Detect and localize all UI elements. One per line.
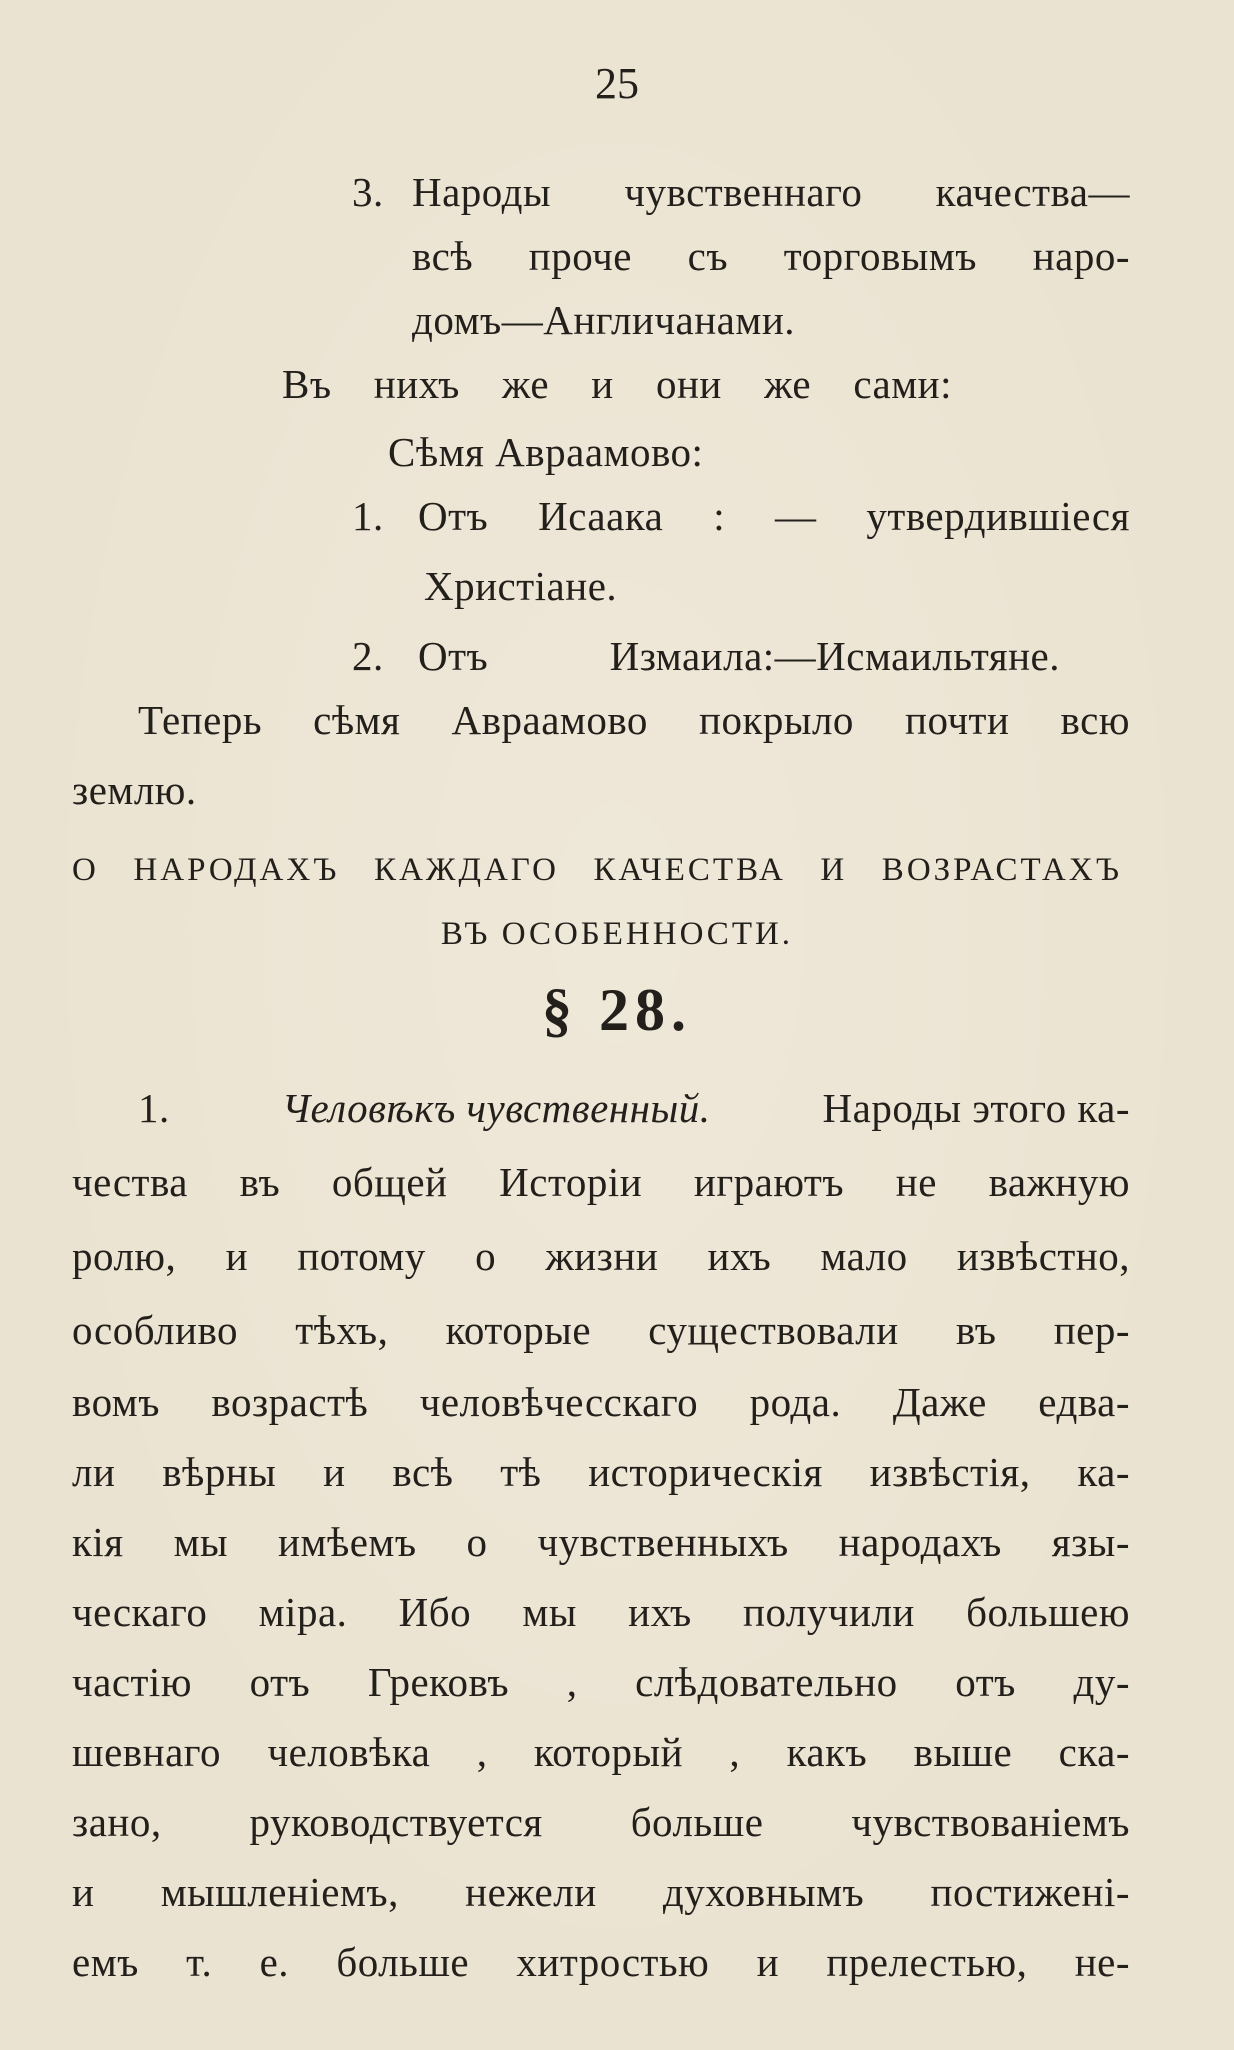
paragraph-line: и мышленіемъ, нежели духовнымъ постиженi-	[72, 1869, 1130, 1915]
paragraph-line: вомъ возрастѣ человѣчесскаго рода. Даже едва-	[72, 1379, 1130, 1425]
paragraph-line: кія мы имѣемъ о чувственныхъ народахъ язы-	[72, 1519, 1130, 1565]
list-item-3-line-1: Народы чувственнаго качества—	[412, 169, 1130, 215]
paragraph-line: частію отъ Грековъ , слѣдовательно отъ ду-	[72, 1659, 1130, 1705]
paragraph-line: шевнаго человѣка , который , какъ выше ска-	[72, 1729, 1130, 1775]
list-item-3-number: 3.	[352, 169, 384, 215]
paragraph-line: зано, руководствуется больше чувствованіемъ	[72, 1799, 1130, 1845]
paragraph-number: 1.	[138, 1085, 170, 1131]
seed-title: Сѣмя Авраамово:	[388, 429, 704, 475]
paragraph-line: ли вѣрны и всѣ тѣ историческія извѣстія, ка-	[72, 1449, 1130, 1495]
paragraph-line: ролю, и потому о жизни ихъ мало извѣстно,	[72, 1233, 1130, 1279]
page-number: 25	[595, 59, 639, 108]
list-intro: Въ нихъ же и они же сами:	[282, 361, 952, 407]
sub-item-2-line-1: Отъ Измаила:—Исмаильтяне.	[418, 633, 1060, 679]
section-heading-line-1: О НАРОДАХЪ КАЖДАГО КАЧЕСТВА И ВОЗРАСТАХЪ	[72, 852, 1122, 888]
section-number: § 28.	[542, 977, 692, 1043]
sub-item-2-number: 2.	[352, 633, 384, 679]
sub-item-1-number: 1.	[352, 493, 384, 539]
paragraph-line: чества въ общей Исторіи играютъ не важную	[72, 1159, 1130, 1205]
paragraph-line: особливо тѣхъ, которые существовали въ пер-	[72, 1307, 1130, 1353]
section-heading-line-2: ВЪ ОСОБЕННОСТИ.	[440, 916, 794, 952]
list-item-3-line-2: всѣ проче съ торговымъ наро-	[412, 233, 1130, 279]
paragraph-line: ческаго міра. Ибо мы ихъ получили большею	[72, 1589, 1130, 1635]
paragraph-line: емъ т. е. больше хитростью и прелестью, не-	[72, 1939, 1130, 1985]
list-item-3-line-3: домъ—Англичанами.	[412, 297, 796, 343]
sub-item-1-line-1: Отъ Исаака : — утвердившіеся	[418, 493, 1130, 539]
summary-line-1: Теперь сѣмя Авраамово покрыло почти всю	[138, 697, 1130, 743]
paragraph-line-1	[138, 1085, 1130, 1131]
paragraph-italic-lead: Человѣкъ чувственный.	[281, 1085, 711, 1131]
sub-item-1-line-2: Христiане.	[424, 563, 618, 609]
paragraph-line-1-rest: Народы этого ка-	[822, 1085, 1130, 1131]
summary-line-2: землю.	[72, 767, 197, 813]
